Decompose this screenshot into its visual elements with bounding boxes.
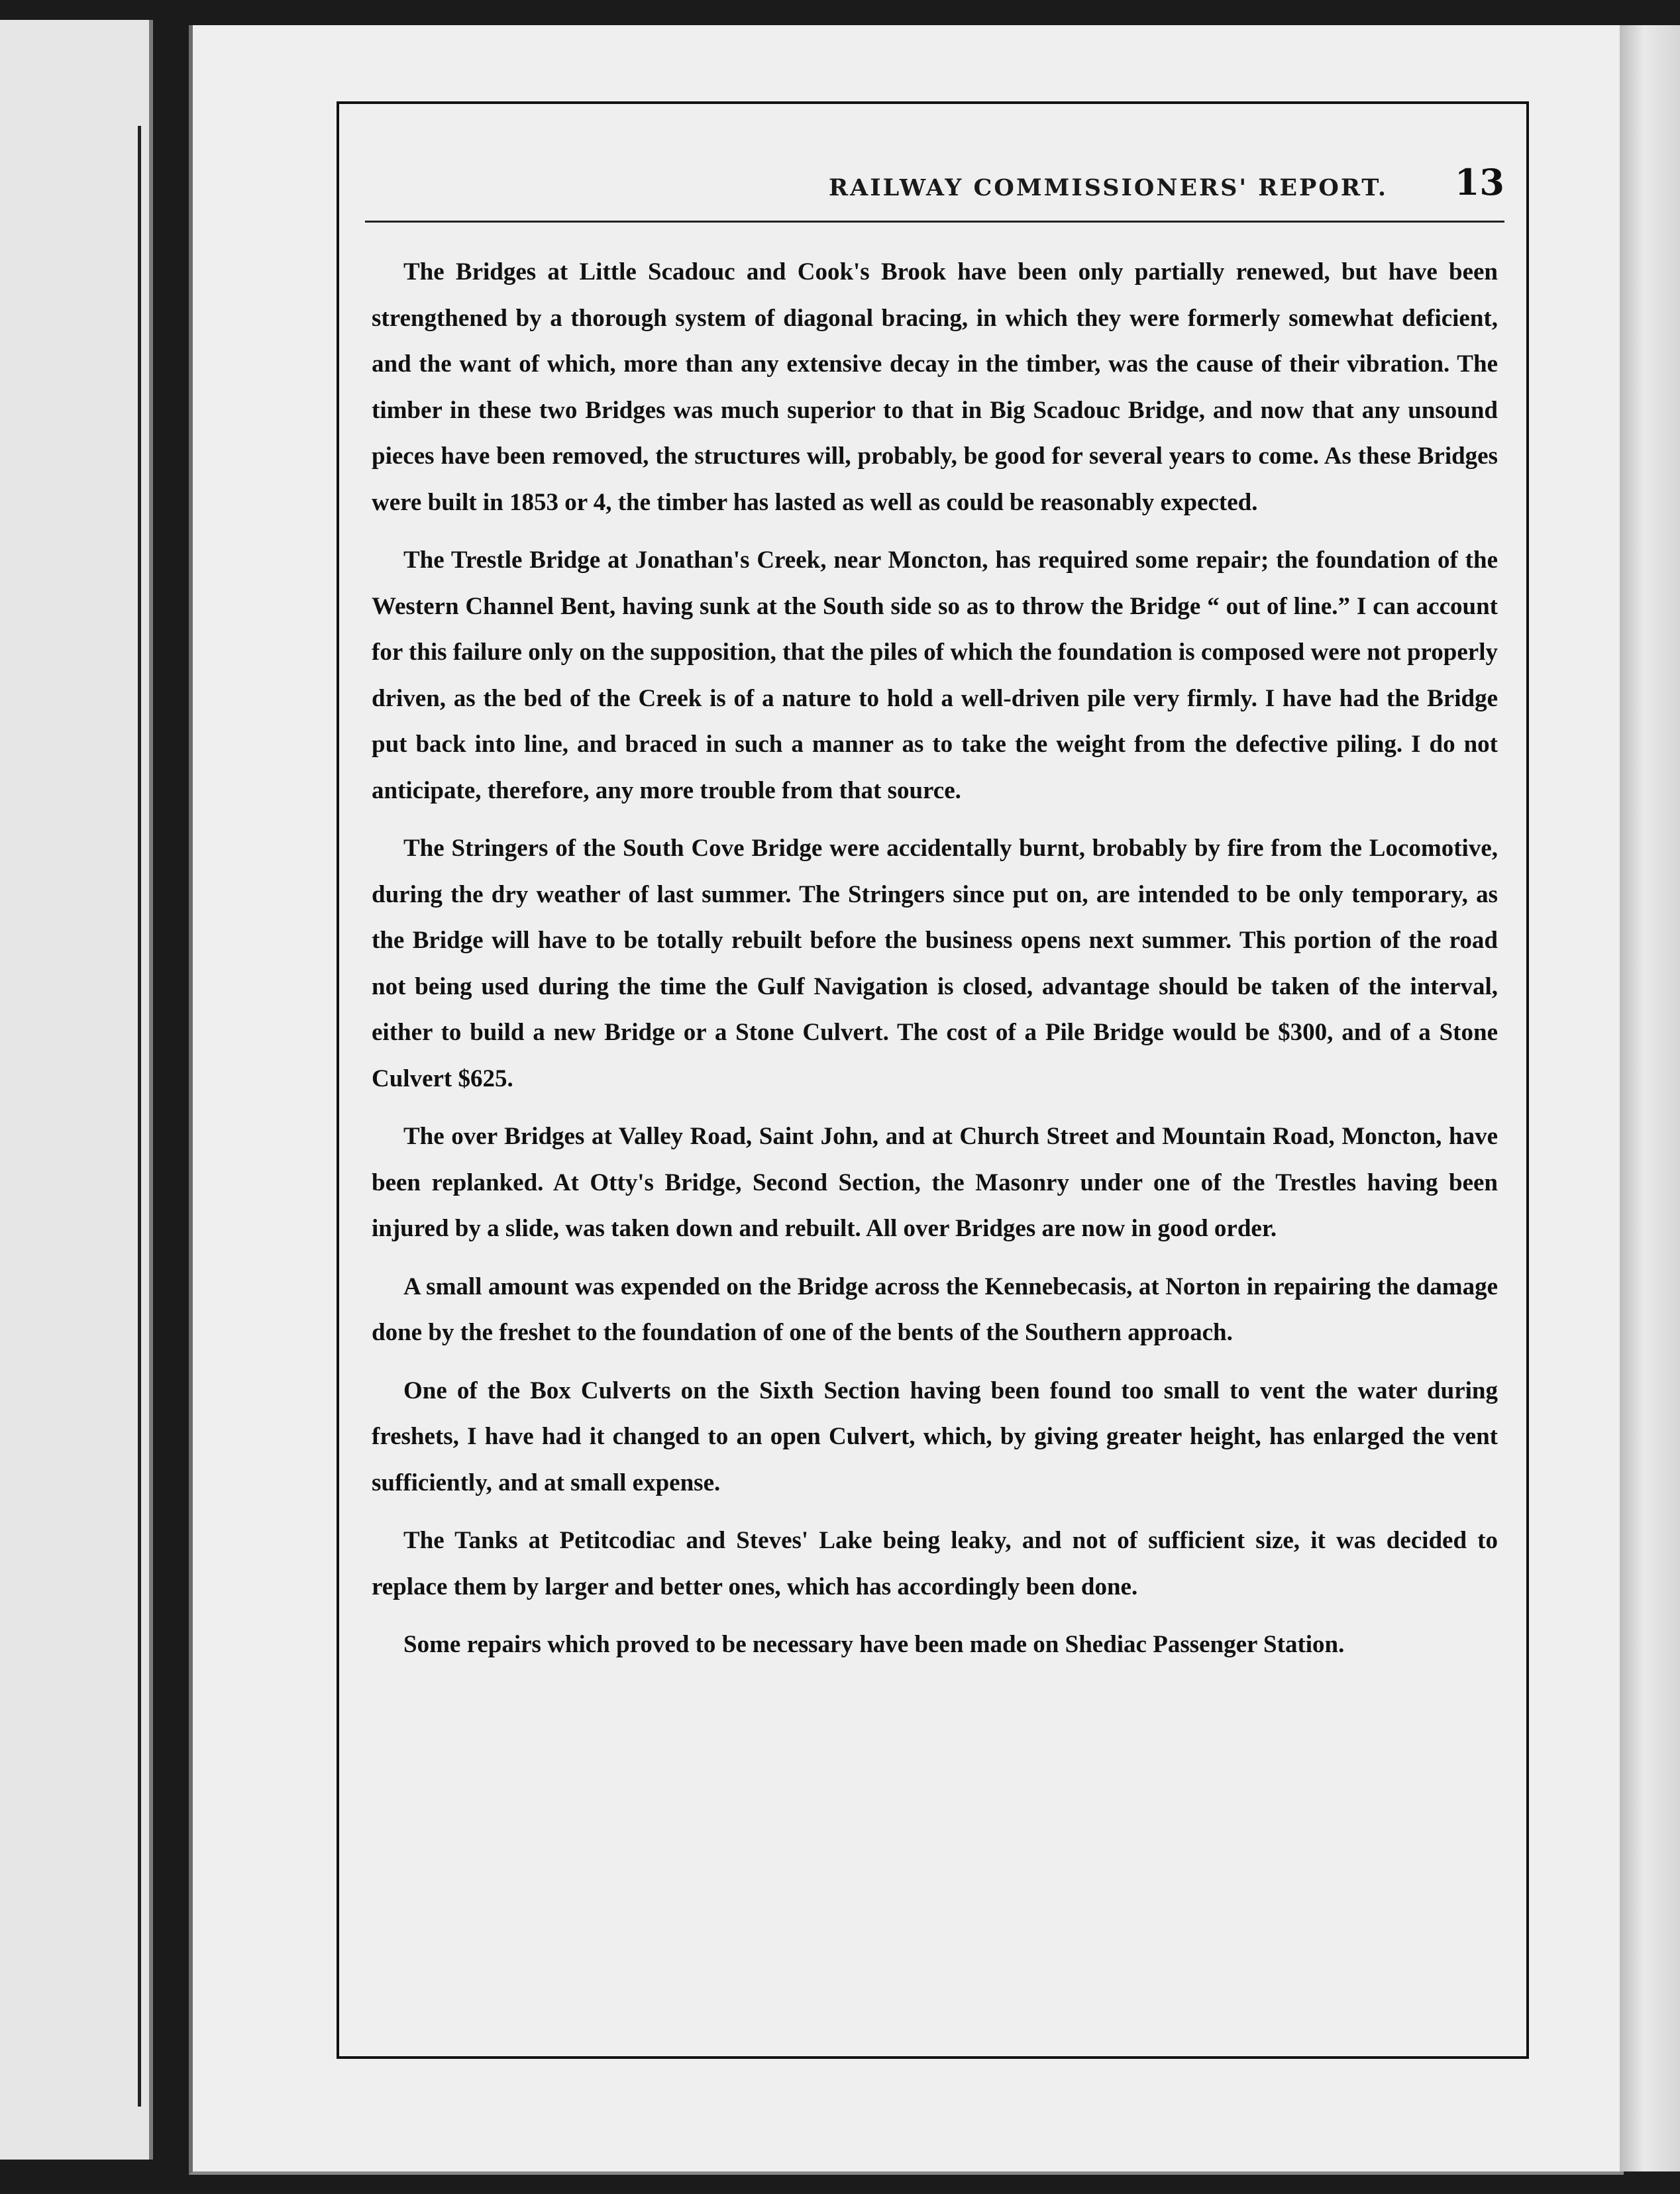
paragraph: A small amount was expended on the Bridge across the Kennebecasis, at Norton in repairing the damage done by the freshet to the foundation of one of the bents of the Southern approach.	[372, 1273, 1498, 1346]
paragraph: The over Bridges at Valley Road, Saint John, and at Church Street and Mountain Road, Moncton, have been replanked. At Otty's Bridge, Second Section, the Masonry under one of the Trestles having been injured by a slide, was taken down and rebuilt. All over Bridges are now in good order.	[372, 1123, 1498, 1242]
paragraph: The Bridges at Little Scadouc and Cook's Brook have been only partially renewed, but have been strengthened by a thorough system of diagonal bracing, in which they were formerly somewhat deficient, and the want of which, more than any extensive decay in the timber, was the cause of their vibration. The timber in these two Bridges was much superior to that in Big Scadouc Bridge, and now that any unsound pieces have been removed, the structures will, probably, be good for several years to come. As these Bridges were built in 1853 or 4, the timber has lasted as well as could be reasonably expected.	[372, 258, 1498, 516]
facing-page-border-rule	[12, 126, 141, 2107]
paragraph: The Stringers of the South Cove Bridge were accidentally burnt, brobably by fire from the Locomotive, during the dry weather of last summer. The Stringers since put on, are intended to be only temporary, as the Bridge will have to be totally rebuilt before the business opens next summer. This portion of the road not being used during the time the Gulf Navigation is closed, advantage should be taken of the interval, either to build a new Bridge or a Stone Culvert. The cost of a Pile Bridge would be $300, and of a Stone Culvert $625.	[372, 835, 1498, 1092]
page-number: 13	[1454, 161, 1504, 203]
running-header: RAILWAY COMMISSIONERS' REPORT.	[829, 174, 1389, 201]
paragraph: The Tanks at Petitcodiac and Steves' Lake being leaky, and not of sufficient size, it was decided to replace them by larger and better ones, which has accordingly been done.	[372, 1527, 1498, 1600]
header-rule	[365, 221, 1504, 223]
paragraph: Some repairs which proved to be necessary have been made on Shediac Passenger Station.	[403, 1631, 1345, 1658]
facing-page-edge	[0, 20, 153, 2160]
document-page	[189, 25, 1624, 2175]
paragraph: The Trestle Bridge at Jonathan's Creek, near Moncton, has required some repair; the foundation of the Western Channel Bent, having sunk at the South side so as to throw the Bridge “ out of line.” I can account for this failure only on the supposition, that the piles of which the foundation is composed were not properly driven, as the bed of the Creek is of a nature to hold a well-driven pile very firmly. I have had the Bridge put back into line, and braced in such a manner as to take the weight from the defective piling. I do not anticipate, therefore, any more trouble from that source.	[372, 547, 1498, 804]
page-edge-shadow	[1620, 25, 1680, 2171]
paragraph: One of the Box Culverts on the Sixth Section having been found too small to vent the water during freshets, I have had it changed to an open Culvert, which, by giving greater height, has enlarged the vent sufficiently, and at small expense.	[372, 1377, 1498, 1496]
body-text	[372, 249, 1498, 1680]
